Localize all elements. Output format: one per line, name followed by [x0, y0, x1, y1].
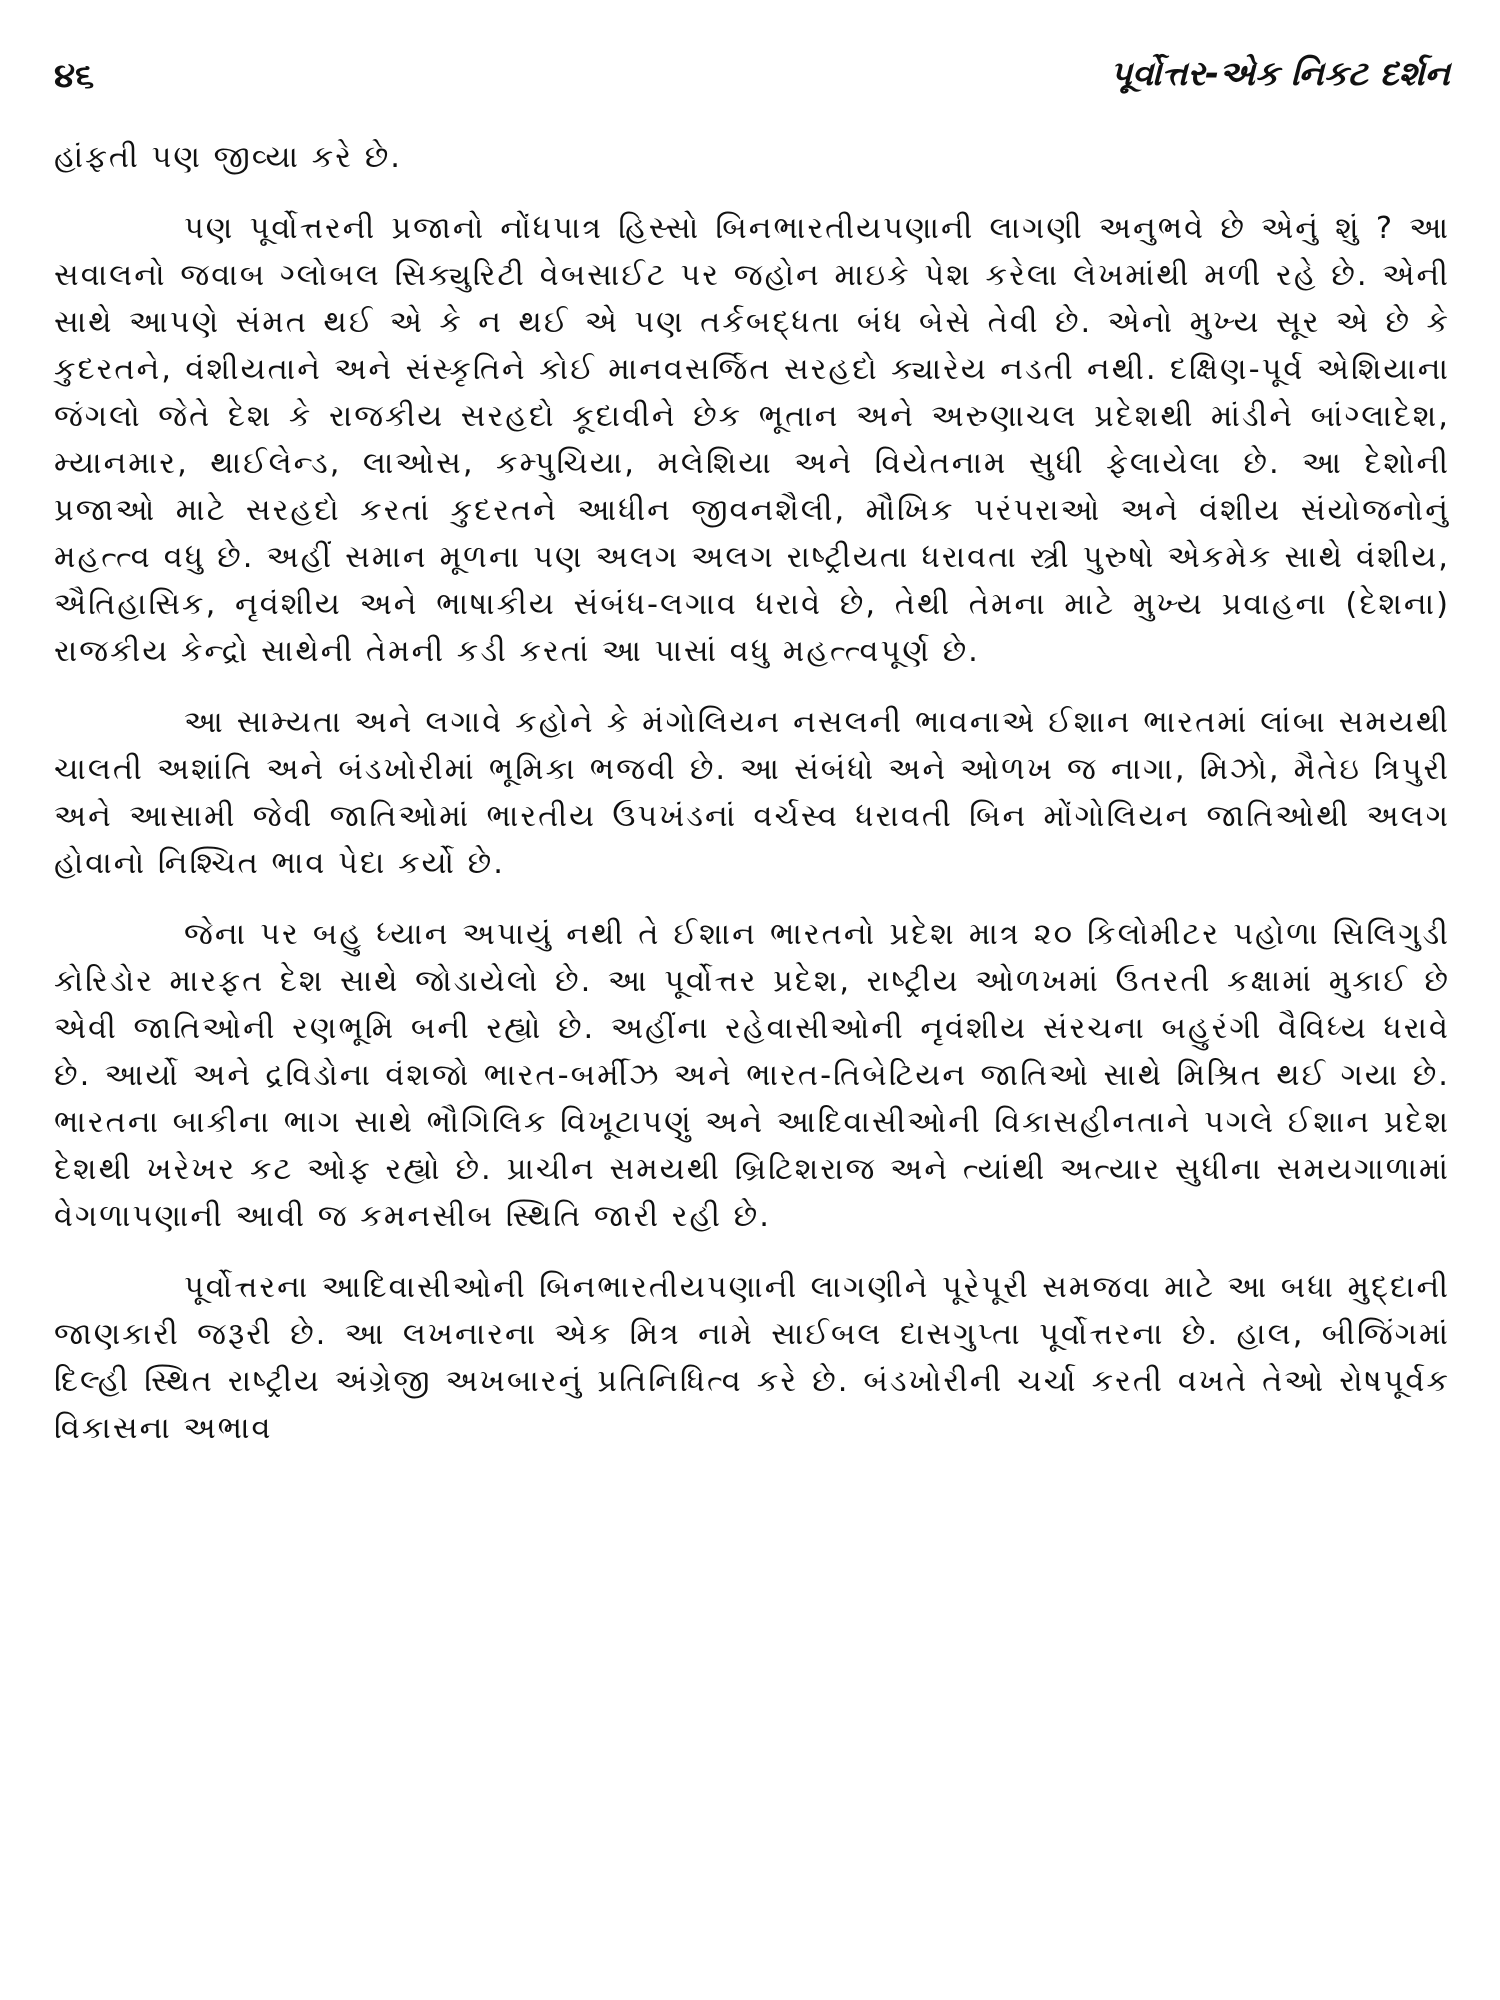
paragraph: આ સામ્યતા અને લગાવે કહોને કે મંગોલિયન નસલની ભાવનાએ ઈશાન ભારતમાં લાંબા સમયથી ચાલતી અશાંતિ અને બંડખોરીમાં ભૂમિકા ભજવી છે. આ સંબંધો અને ઓળખ જ નાગા, મિઝો, મૈતેઇ ત્રિપુરી અને આસામી જેવી જાતિઓમાં ભારતીય ઉપખંડનાં વર્ચસ્વ ધરાવતી બિન મોંગોલિયન જાતિઓથી અલગ હોવાનો નિશ્ચિત ભાવ પેદા કર્યો છે.: [54, 705, 1450, 881]
body-text: [54, 134, 1450, 1452]
running-title: પૂર્વોત્તર-એક નિકટ દર્શન: [1110, 54, 1450, 94]
page-header: [54, 40, 1450, 100]
book-page: [54, 40, 1450, 1960]
paragraph: પૂર્વોત્તરના આદિવાસીઓની બિનભારતીયપણાની લાગણીને પૂરેપૂરી સમજવા માટે આ બધા મુદ્દાની જાણકારી જરૂરી છે. આ લખનારના એક મિત્ર નામે સાઈબલ દાસગુપ્તા પૂર્વોત્તરના છે. હાલ, બીજિંગમાં દિલ્હી સ્થિત રાષ્ટ્રીય અંગ્રેજી અખબારનું પ્રતિનિધિત્વ કરે છે. બંડખોરીની ચર્ચા કરતી વખતે તેઓ રોષપૂર્વક વિકાસના અભાવ: [54, 1270, 1450, 1446]
page-number: ૪૬: [54, 56, 95, 96]
paragraph: જેના પર બહુ ધ્યાન અપાયું નથી તે ઈશાન ભારતનો પ્રદેશ માત્ર ૨૦ કિલોમીટર પહોળા સિલિગુડી કોરિડોર મારફત દેશ સાથે જોડાયેલો છે. આ પૂર્વોત્તર પ્રદેશ, રાષ્ટ્રીય ઓળખમાં ઉતરતી કક્ષામાં મુકાઈ છે એવી જાતિઓની રણભૂમિ બની રહ્યો છે. અહીંના રહેવાસીઓની નૃવંશીય સંરચના બહુરંગી વૈવિધ્ય ધરાવે છે. આર્યો અને દ્રવિડોના વંશજો ભારત-બર્મીઝ અને ભારત-તિબેટિયન જાતિઓ સાથે મિશ્રિત થઈ ગયા છે. ભારતના બાકીના ભાગ સાથે ભૌગિલિક વિખૂટાપણું અને આદિવાસીઓની વિકાસહીનતાને પગલે ઈશાન પ્રદેશ દેશથી ખરેખર કટ ઓફ રહ્યો છે. પ્રાચીન સમયથી બ્રિટિશરાજ અને ત્યાંથી અત્યાર સુધીના સમયગાળામાં વેગળાપણાની આવી જ કમનસીબ સ્થિતિ જારી રહી છે.: [54, 917, 1450, 1234]
paragraph: હાંફતી પણ જીવ્યા કરે છે.: [54, 140, 402, 175]
paragraph: પણ પૂર્વોત્તરની પ્રજાનો નોંધપાત્ર હિસ્સો બિનભારતીયપણાની લાગણી અનુભવે છે એનું શું ? આ સવાલનો જવાબ ગ્લોબલ સિક્યુરિટી વેબસાઈટ પર જહોન માઇકે પેશ કરેલા લેખમાંથી મળી રહે છે. એની સાથે આપણે સંમત થઈ એ કે ન થઈ એ પણ તર્કબદ્ધતા બંધ બેસે તેવી છે. એનો મુખ્ય સૂર એ છે કે કુદરતને, વંશીયતાને અને સંસ્કૃતિને કોઈ માનવસર્જિત સરહદો ક્યારેય નડતી નથી. દક્ષિણ-પૂર્વ એશિયાના જંગલો જેતે દેશ કે રાજકીય સરહદો કૂદાવીને છેક ભૂતાન અને અરુણાચલ પ્રદેશથી માંડીને બાંગ્લાદેશ, મ્યાનમાર, થાઈલેન્ડ, લાઓસ, કમ્પુચિયા, મલેશિયા અને વિયેતનામ સુધી ફેલાયેલા છે. આ દેશોની પ્રજાઓ માટે સરહદો કરતાં કુદરતને આધીન જીવનશૈલી, મૌખિક પરંપરાઓ અને વંશીય સંયોજનોનું મહત્ત્વ વધુ છે. અહીં સમાન મૂળના પણ અલગ અલગ રાષ્ટ્રીયતા ધરાવતા સ્ત્રી પુરુષો એકમેક સાથે વંશીય, ઐતિહાસિક, નૃવંશીય અને ભાષાકીય સંબંધ-લગાવ ધરાવે છે, તેથી તેમના માટે મુખ્ય પ્રવાહના (દેશના) રાજકીય કેન્દ્રો સાથેની તેમની કડી કરતાં આ પાસાં વધુ મહત્ત્વપૂર્ણ છે.: [54, 211, 1450, 669]
